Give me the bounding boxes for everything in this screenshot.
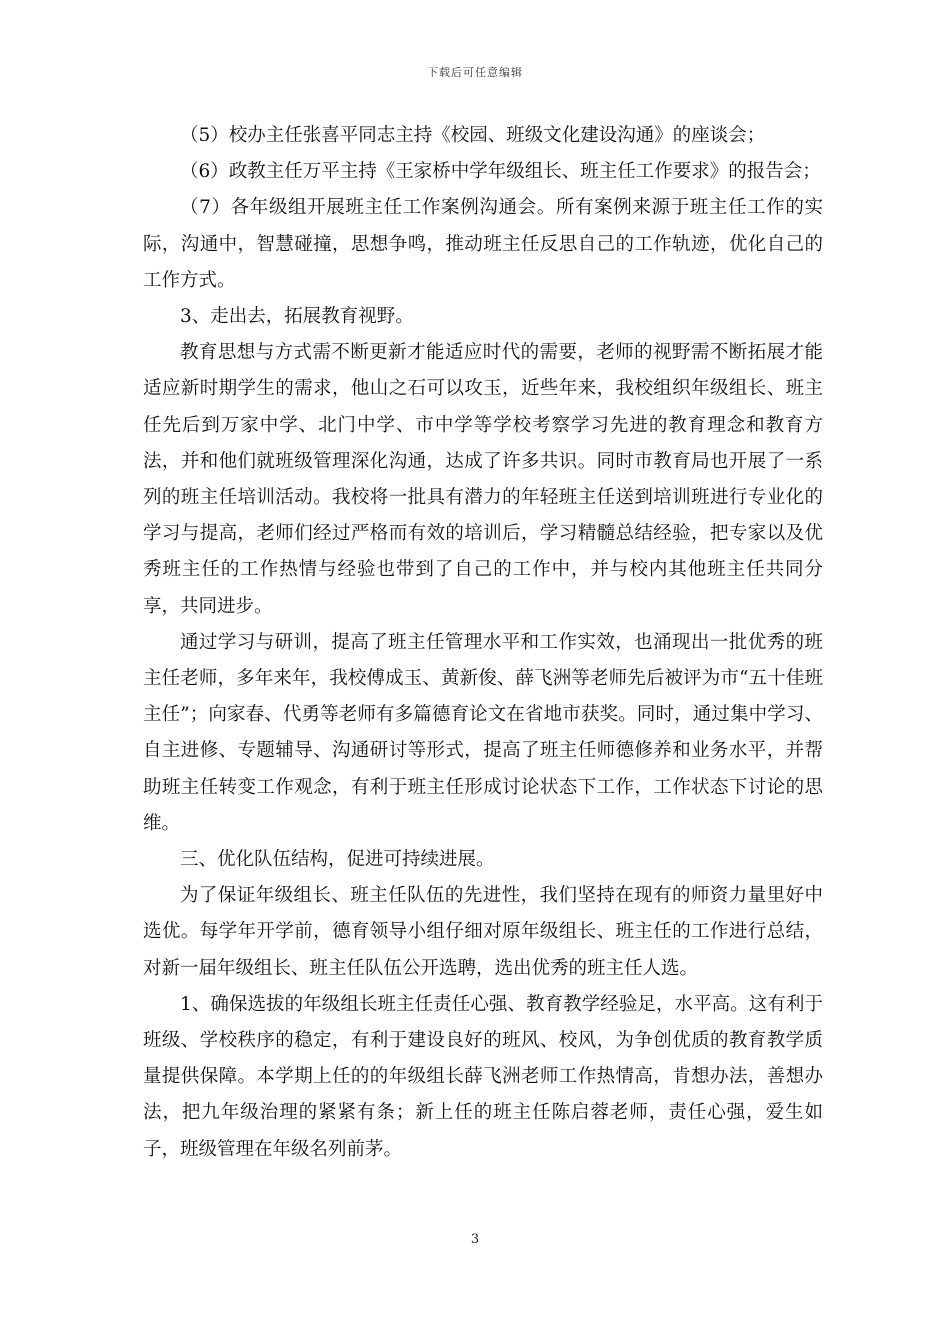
page-number: 3 <box>470 1232 480 1247</box>
paragraph-item-5: （5）校办主任张喜平同志主持《校园、班级文化建设沟通》的座谈会； <box>180 125 766 146</box>
section-heading-go-out: 3、走出去，拓展教育视野。 <box>180 306 414 328</box>
paragraph-team-selection: 为了保证年级组长、班主任队伍的先进性，我们坚持在现有的师资力量里好中选优。每学年开学前，德育领导小组仔细对原年级组长、班主任的工作进行总结，对新一届年级组长、班主任队伍公开选聘，选出优秀的班主任人选。 <box>143 885 823 979</box>
paragraph-item-6: （6）政教主任万平主持《王家桥中学年级组长、班主任工作要求》的报告会； <box>180 161 821 183</box>
document-body <box>143 118 823 1168</box>
paragraph-selection-criteria: 1、确保选拔的年级组长班主任责任心强、教育教学经验足，水平高。这有利于班级、学校秩序的稳定，有利于建设良好的班风、校风，为争创优质的教育教学质量提供保障。本学期上任的的年级组长薛飞洲老师工作热情高，肯想办法，善想办法，把九年级治理的紧紧有条；新上任的班主任陈启蓉老师，责任心强，爱生如子，班级管理在年级名列前茅。 <box>143 993 823 1160</box>
paragraph-item-7: （7）各年级组开展班主任工作案例沟通会。所有案例来源于班主任工作的实际，沟通中，智慧碰撞，思想争鸣，推动班主任反思自己的工作轨迹，优化自己的工作方式。 <box>143 197 823 291</box>
section-heading-optimize-team: 三、优化队伍结构，促进可持续进展。 <box>180 849 495 871</box>
paragraph-education-vision: 教育思想与方式需不断更新才能适应时代的需要，老师的视野需不断拓展才能适应新时期学生的需求，他山之石可以攻玉，近些年来，我校组织年级组长、班主任先后到万家中学、北门中学、市中学等学校考察学习先进的教育理念和教育方法，并和他们就班级管理深化沟通，达成了许多共识。同时市教育局也开展了一系列的班主任培训活动。我校将一批具有潜力的年轻班主任送到培训班进行专业化的学习与提高，老师们经过严格而有效的培训后，学习精髓总结经验，把专家以及优秀班主任的工作热情与经验也带到了自己的工作中，并与校内其他班主任共同分享，共同进步。 <box>143 342 823 617</box>
page-header-note: 下载后可任意编辑 <box>427 66 523 79</box>
paragraph-training-results: 通过学习与研训，提高了班主任管理水平和工作实效，也涌现出一批优秀的班主任老师，多年来年，我校傅成玉、黄新俊、薛飞洲等老师先后被评为市“五十佳班主任”；向家春、代勇等老师有多篇德育论文在省地市获奖。同时，通过集中学习、自主进修、专题辅导、沟通研讨等形式，提高了班主任师德修养和业务水平，并帮助班主任转变工作观念，有利于班主任形成讨论状态下工作，工作状态下讨论的思维。 <box>143 631 823 834</box>
